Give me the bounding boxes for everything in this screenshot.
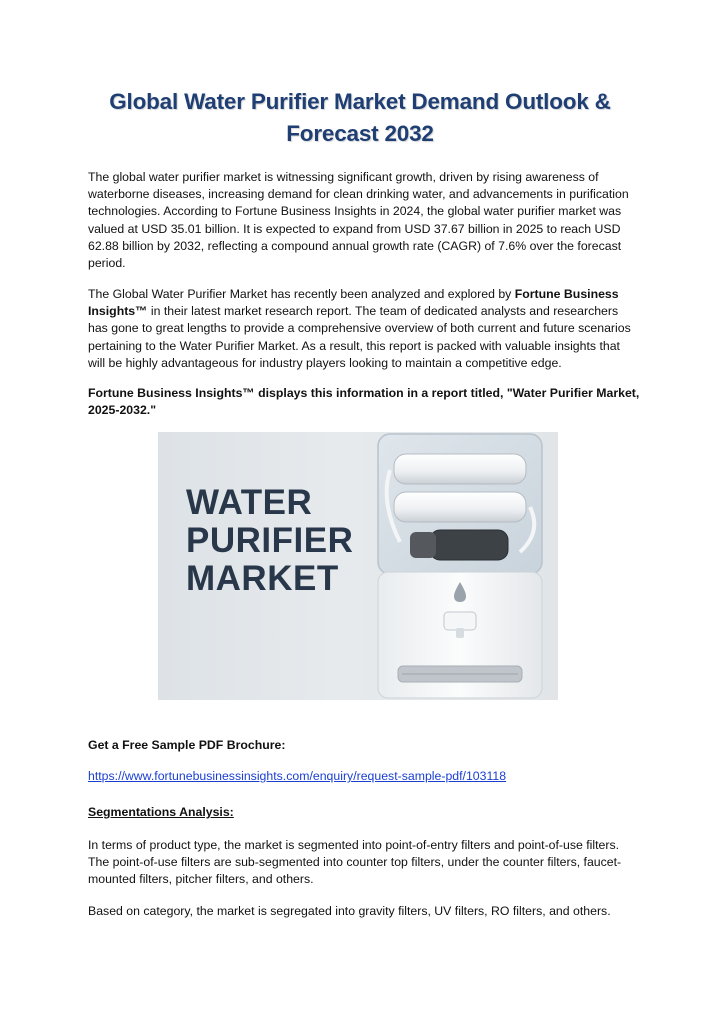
- purifier-illustration: [370, 432, 550, 700]
- analysis-text-start: The Global Water Purifier Market has recently been analyzed and explored by: [88, 287, 515, 301]
- water-purifier-figure: [158, 432, 558, 700]
- page-title: [60, 86, 660, 150]
- publisher-name: Fortune Business Insights™: [88, 287, 619, 319]
- figure-word-market: MARKET: [186, 559, 339, 598]
- figure-word-water: WATER: [186, 483, 313, 522]
- sample-brochure-label: Get a Free Sample PDF Brochure:: [88, 738, 286, 752]
- product-type-paragraph: In terms of product type, the market is segmented into point-of-entry filters and point-of-use filters. The point-of-use filters are sub-segmented into counter top filters, under the counter filters, faucet-mounted filters, pitcher filters, and others.: [88, 838, 622, 887]
- figure-caption: [186, 484, 376, 598]
- title-line-2: Forecast 2032: [286, 121, 434, 146]
- sample-pdf-link[interactable]: https://www.fortunebusinessinsights.com/enquiry/request-sample-pdf/103118: [88, 769, 507, 783]
- figure-word-purifier: PURIFIER: [186, 521, 354, 560]
- report-title-paragraph: Fortune Business Insights™ displays this information in a report titled, "Water Purifier Market, 2025-2032.": [88, 386, 640, 418]
- analysis-paragraph: [88, 286, 640, 372]
- title-line-1: Global Water Purifier Market Demand Outlook &: [109, 89, 611, 114]
- segmentation-heading: Segmentations Analysis:: [88, 805, 234, 819]
- analysis-text-end: in their latest market research report. The team of dedicated analysts and researchers has gone to great lengths to provide a comprehensive overview of both current and future scenarios pertaining to the Water Purifier Market. As a result, this report is packed with valuable insights that will be highly advantageous for industry players looking to maintain a competitive edge.: [88, 304, 631, 370]
- intro-paragraph: The global water purifier market is witnessing significant growth, driven by rising awareness of waterborne diseases, increasing demand for clean drinking water, and advancements in purification technologies. According to Fortune Business Insights in 2024, the global water purifier market was valued at USD 35.01 billion. It is expected to expand from USD 37.67 billion in 2025 to reach USD 62.88 billion by 2032, reflecting a compound annual growth rate (CAGR) of 7.6% over the forecast period.: [88, 170, 629, 271]
- category-paragraph: Based on category, the market is segregated into gravity filters, UV filters, RO filters, and others.: [88, 904, 611, 918]
